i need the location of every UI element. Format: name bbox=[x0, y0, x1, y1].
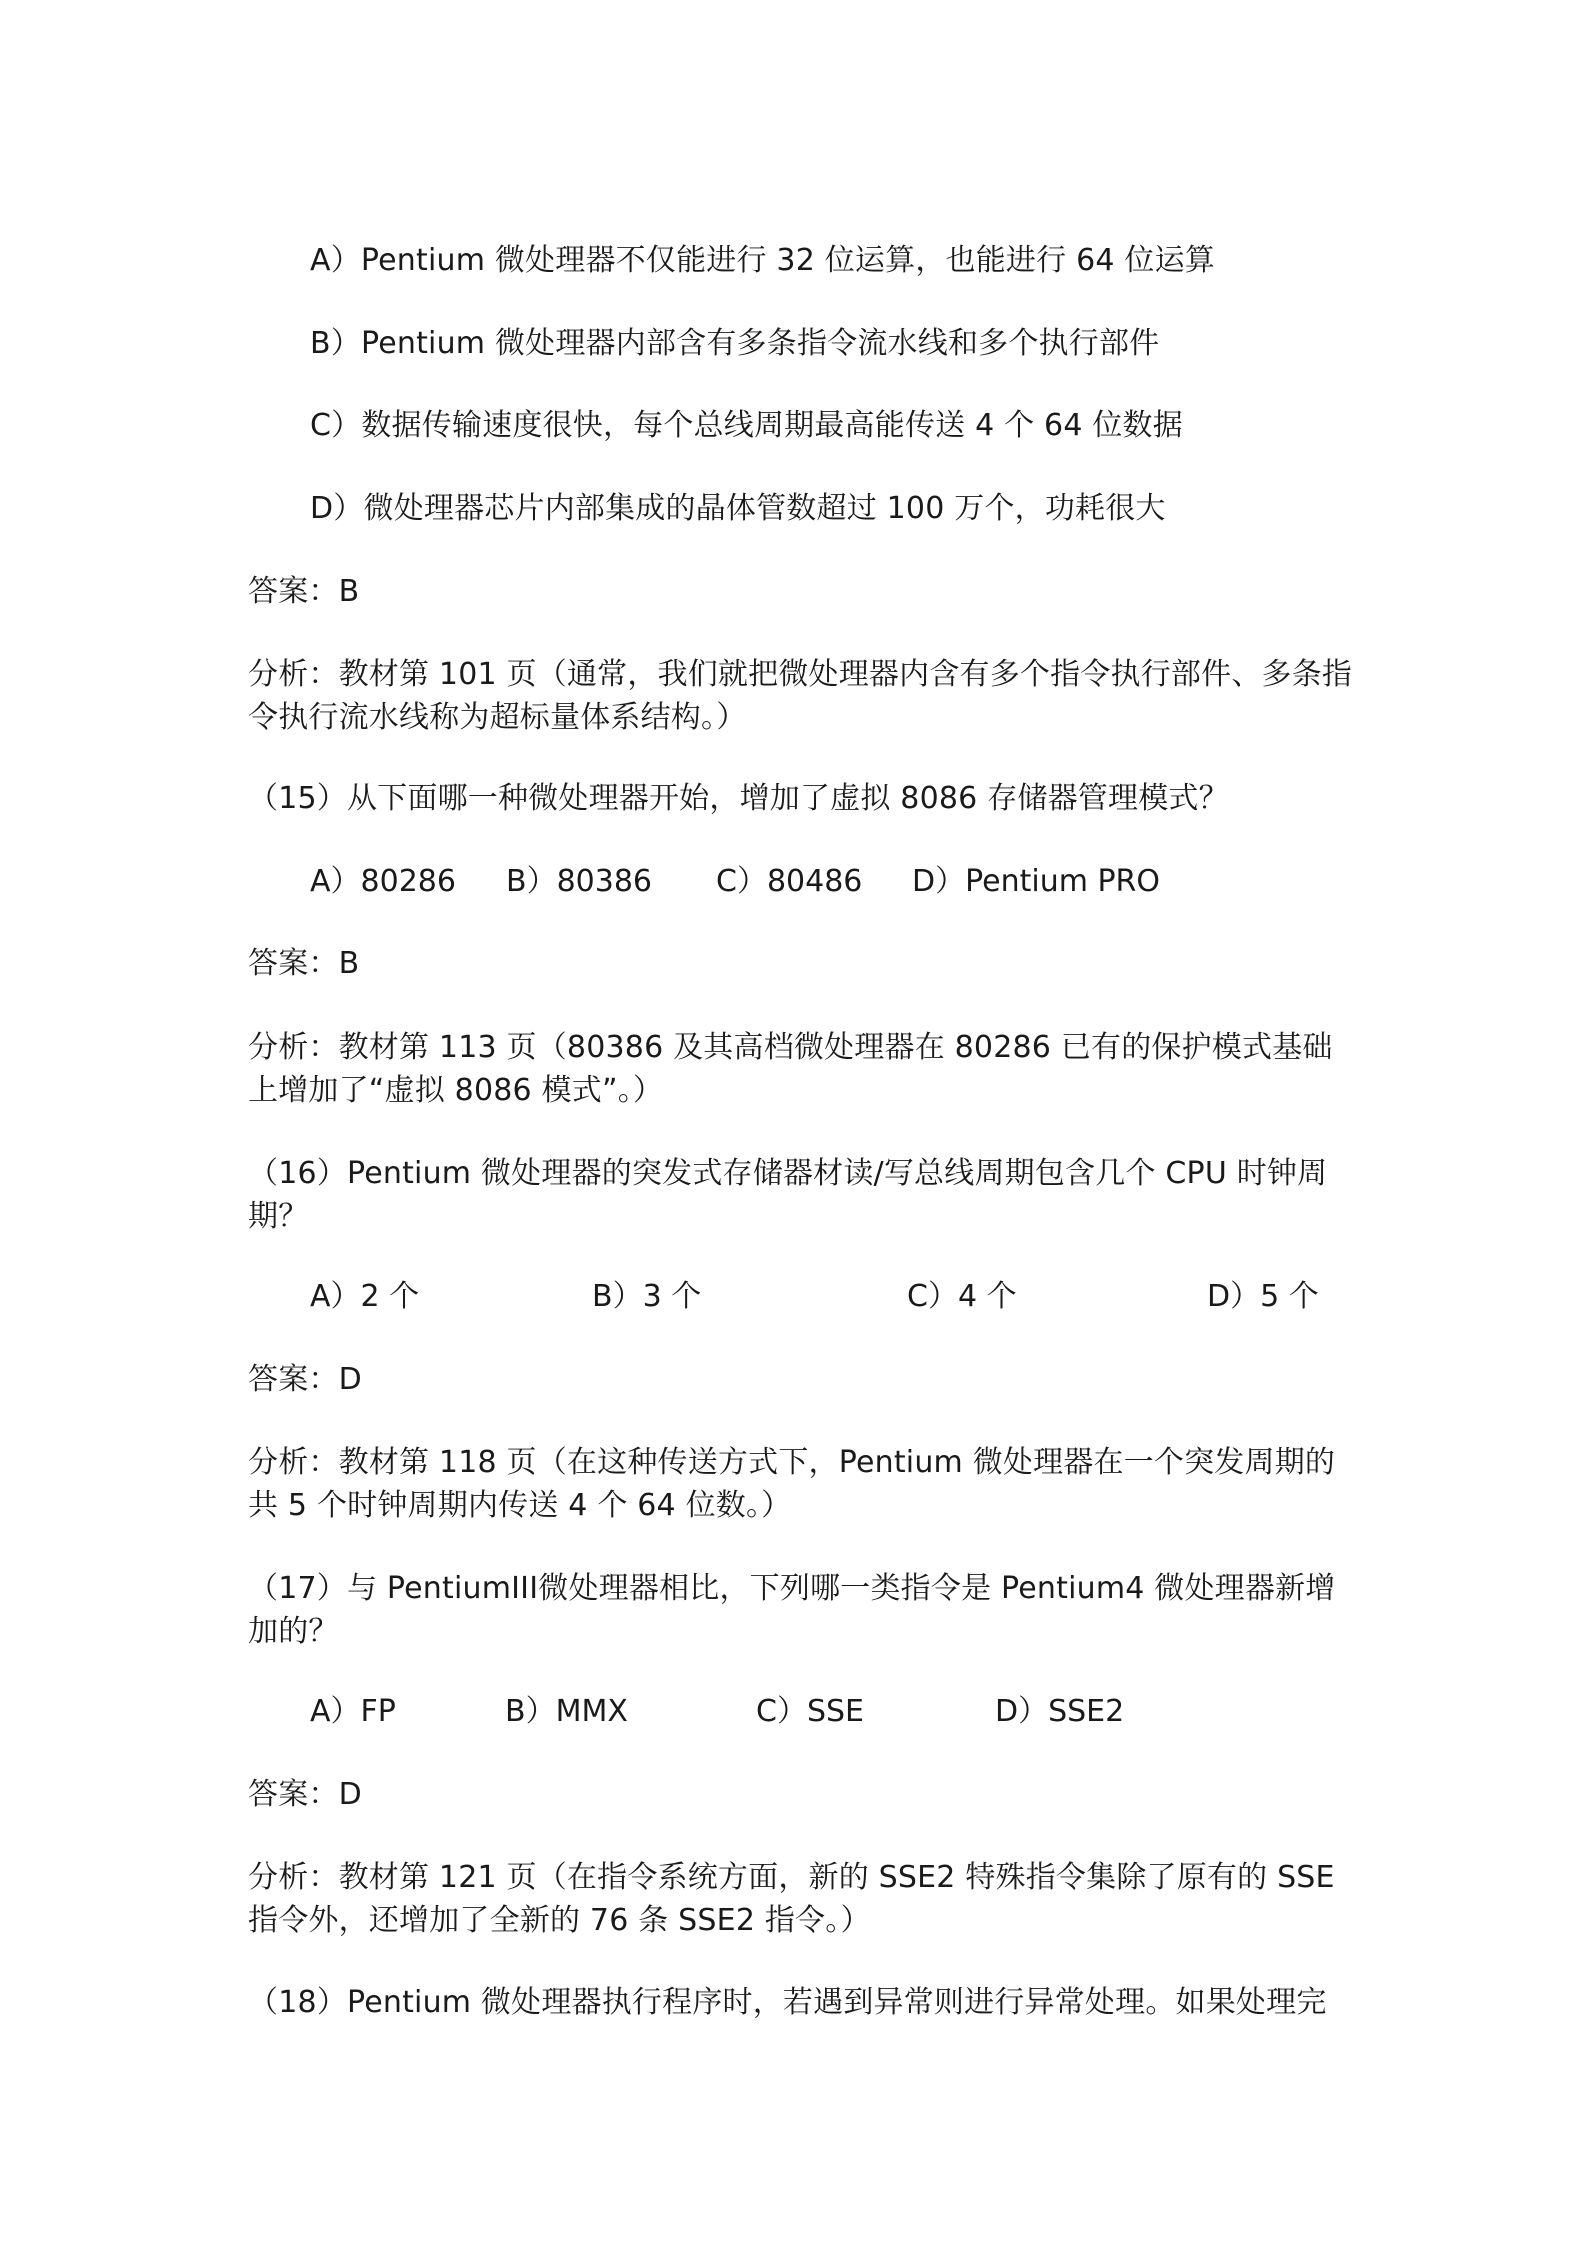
q15-option-c: C）80486 bbox=[716, 864, 863, 899]
q17-analysis: 分析：教材第 121 页（在指令系统方面，新的 SSE2 特殊指令集除了原有的 SSE 指令外，还增加了全新的 76 条 SSE2 指令。） bbox=[248, 1860, 1335, 1938]
q14-option-d: D）微处理器芯片内部集成的晶体管数超过 100 万个，功耗很大 bbox=[310, 491, 1166, 526]
q15-options bbox=[310, 861, 1410, 903]
q17-answer: 答案：D bbox=[248, 1777, 362, 1812]
q14-analysis: 分析：教材第 101 页（通常，我们就把微处理器内含有多个指令执行部件、多条指令执行流水线称为超标量体系结构。） bbox=[248, 657, 1353, 735]
q17-question: （17）与 PentiumIII微处理器相比，下列哪一类指令是 Pentium4 微处理器新增加的？ bbox=[248, 1571, 1336, 1649]
q17-option-a: A）FP bbox=[310, 1694, 396, 1729]
q16-option-c: C）4 个 bbox=[907, 1279, 1017, 1314]
q14-option-c: C）数据传输速度很快，每个总线周期最高能传送 4 个 64 位数据 bbox=[310, 408, 1183, 443]
q17-options bbox=[310, 1691, 1410, 1733]
q14-option-b: B）Pentium 微处理器内部含有多条指令流水线和多个执行部件 bbox=[310, 326, 1160, 361]
q16-option-d: D）5 个 bbox=[1207, 1279, 1319, 1314]
q16-option-a: A）2 个 bbox=[310, 1279, 420, 1314]
q14-answer: 答案：B bbox=[248, 574, 360, 609]
q17-option-c: C）SSE bbox=[756, 1694, 864, 1729]
q15-question: （15）从下面哪一种微处理器开始，增加了虚拟 8086 存储器管理模式？ bbox=[248, 781, 1229, 816]
q15-option-a: A）80286 bbox=[310, 864, 456, 899]
q15-answer: 答案：B bbox=[248, 946, 360, 981]
q16-option-b: B）3 个 bbox=[592, 1279, 702, 1314]
q15-option-b: B）80386 bbox=[506, 864, 653, 899]
q15-analysis: 分析：教材第 113 页（80386 及其高档微处理器在 80286 已有的保护模式基础上增加了“虚拟 8086 模式”。） bbox=[248, 1030, 1333, 1108]
q16-question: （16）Pentium 微处理器的突发式存储器材读/写总线周期包含几个 CPU 时钟周期？ bbox=[248, 1156, 1328, 1234]
q15-option-d: D）Pentium PRO bbox=[912, 864, 1161, 899]
q17-option-b: B）MMX bbox=[505, 1694, 628, 1729]
q16-options bbox=[310, 1276, 1410, 1318]
q16-analysis: 分析：教材第 118 页（在这种传送方式下，Pentium 微处理器在一个突发周期的共 5 个时钟周期内传送 4 个 64 位数。） bbox=[248, 1445, 1336, 1523]
q17-option-d: D）SSE2 bbox=[995, 1694, 1125, 1729]
q16-answer: 答案：D bbox=[248, 1362, 362, 1397]
q14-option-a: A）Pentium 微处理器不仅能进行 32 位运算，也能进行 64 位运算 bbox=[310, 243, 1215, 278]
q18-question: （18）Pentium 微处理器执行程序时，若遇到异常则进行异常处理。如果处理完 bbox=[248, 1985, 1327, 2020]
